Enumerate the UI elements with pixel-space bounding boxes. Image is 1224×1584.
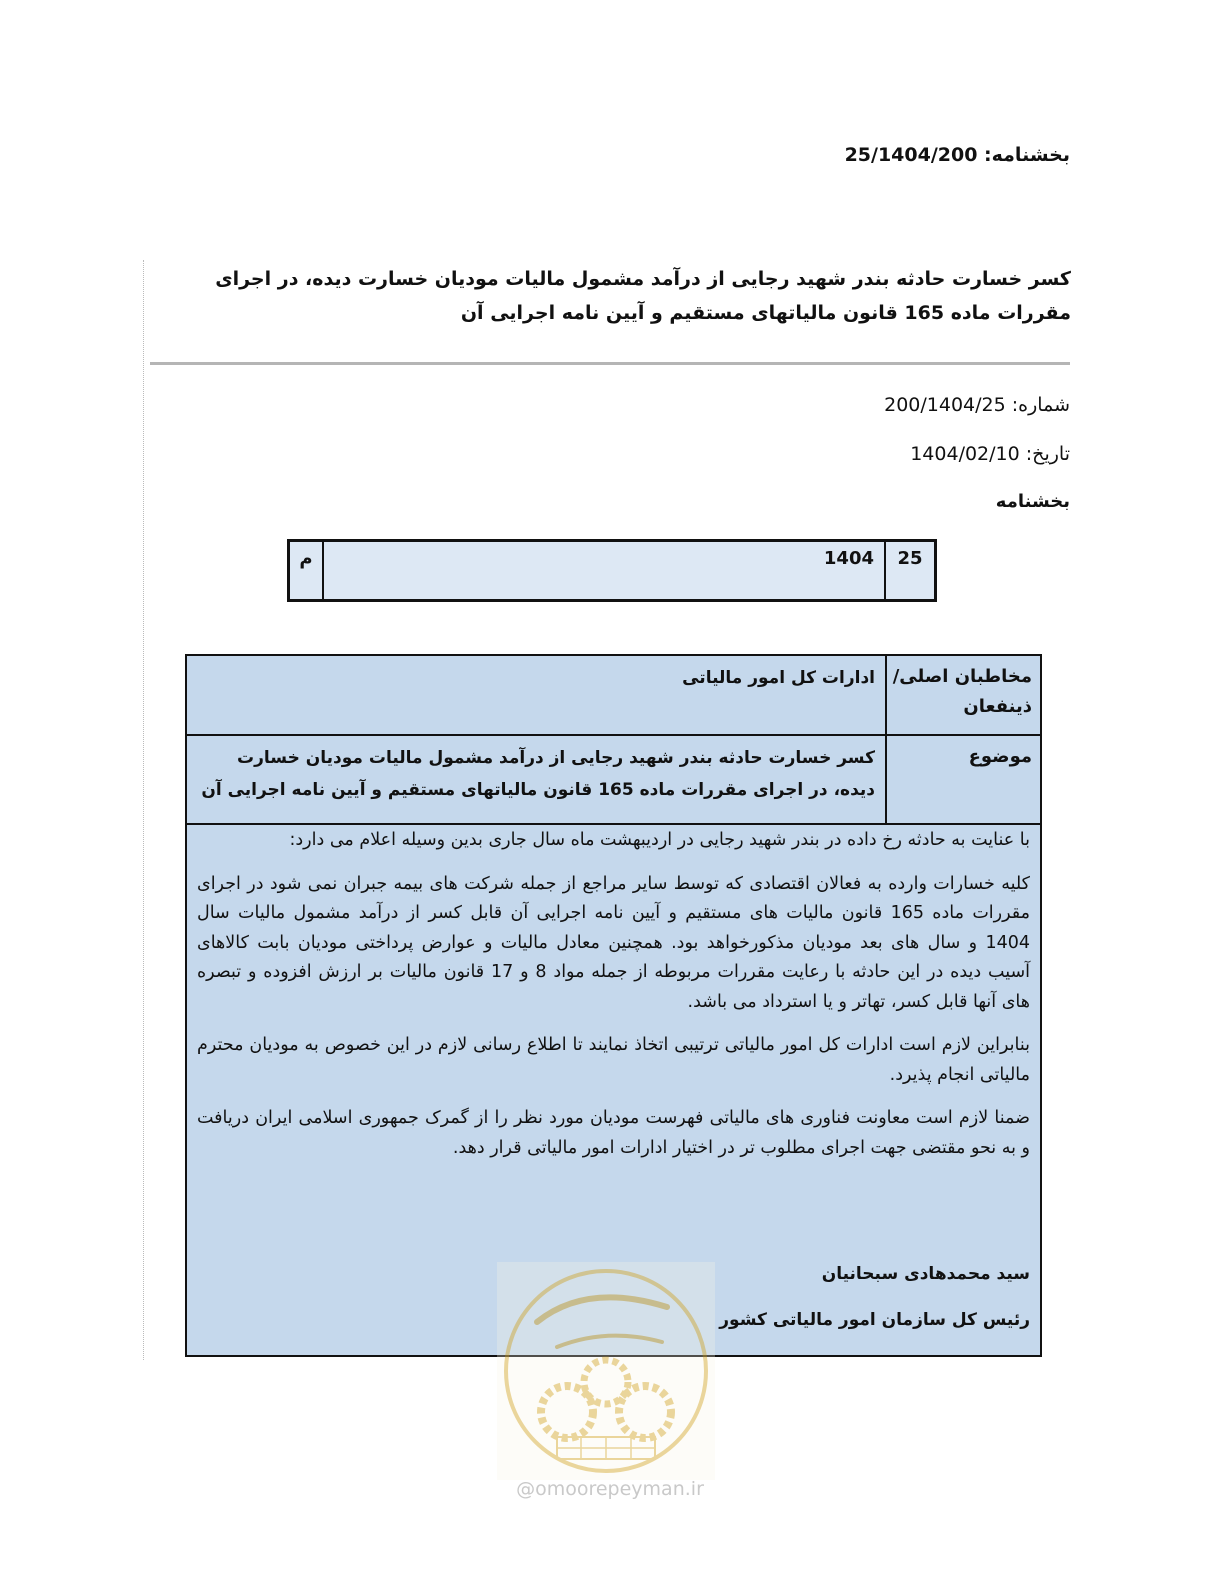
signer-title: رئیس کل سازمان امور مالیاتی کشور <box>719 1310 1030 1330</box>
circular-main-table <box>185 654 1042 1357</box>
meta-number <box>884 394 1070 416</box>
margin-guide-line <box>143 260 144 1360</box>
doc-type-label: بخشنامه <box>995 491 1070 512</box>
meta-date-label: تاریخ: <box>1025 443 1070 465</box>
meta-number-value: 200/1404/25 <box>884 394 1006 416</box>
meta-date-value: 1404/02/10 <box>910 443 1020 465</box>
audience-value: ادارات کل امور مالیاتی <box>682 668 875 688</box>
number-box-year: 1404 <box>322 542 884 599</box>
audience-label: مخاطبان اصلی/ ذینفعان <box>885 656 1040 735</box>
subject-row <box>187 736 1040 824</box>
number-box-series: م <box>299 548 313 569</box>
body-paragraph: کلیه خسارات وارده به فعالان اقتصادی که توسط سایر مراجع از جمله شرکت های بیمه جبران نمی شود در اجرای مقررات ماده 165 قانون مالیات های مستقیم و آیین نامه اجرایی آن قابل کسر از درآمد مشمول مالیات سال 1404 و سال های بعد مودیان مذکورخواهد بود. همچنین معادل مالیات و عوارض پرداختی مودیان بابت کالاهای آسیب دیده در این حادثه با رعایت مقررات مربوطه از جمله مواد 8 و 17 قانون مالیات بر ارزش افزوده و تبصره های آنها قابل کسر، تهاتر و یا استرداد می باشد. <box>197 873 1031 1012</box>
title-divider <box>150 362 1070 365</box>
site-watermark: @omoorepeyman.ir <box>516 1478 704 1500</box>
page-title: کسر خسارت حادثه بندر شهید رجایی از درآمد مشمول مالیات مودیان خسارت دیده، در اجرای مقررات ماده 165 قانون مالیاتهای مستقیم و آیین نامه اجرایی آن <box>215 268 1071 324</box>
body-paragraph: ضمنا لازم است معاونت فناوری های مالیاتی فهرست مودیان مورد نظر را از گمرک جمهوری اسلامی ایران دریافت و به نحو مقتضی جهت اجرای مطلوب تر در اختیار ادارات امور مالیاتی قرار دهد. <box>197 1108 1030 1158</box>
body-paragraph: بنابراین لازم است ادارات کل امور مالیاتی ترتیبی اتخاذ نمایند تا اطلاع رسانی لازم در این خصوص به مودیان محترم مالیاتی انجام پذیرد. <box>197 1035 1030 1085</box>
audience-row <box>187 656 1040 735</box>
meta-number-label: شماره: <box>1011 394 1070 416</box>
circular-number-header: بخشنامه: 25/1404/200 <box>844 144 1070 166</box>
signer-name: سید محمدهادی سبحانیان <box>821 1264 1030 1284</box>
meta-date <box>910 443 1070 465</box>
number-box-table <box>287 539 937 602</box>
subject-value: کسر خسارت حادثه بندر شهید رجایی از درآمد مشمول مالیات مودیان خسارت دیده، در اجرای مقررات ماده 165 قانون مالیاتهای مستقیم و آیین نامه اجرایی آن <box>201 748 875 800</box>
body-paragraph: با عنایت به حادثه رخ داده در بندر شهید رجایی در اردیبهشت ماه سال جاری بدین وسیله اعلام می دارد: <box>289 830 1030 850</box>
subject-label: موضوع <box>885 736 1040 824</box>
number-box-no: 25 <box>884 542 934 599</box>
row-divider <box>187 823 1040 825</box>
seal-watermark-icon <box>497 1262 715 1480</box>
